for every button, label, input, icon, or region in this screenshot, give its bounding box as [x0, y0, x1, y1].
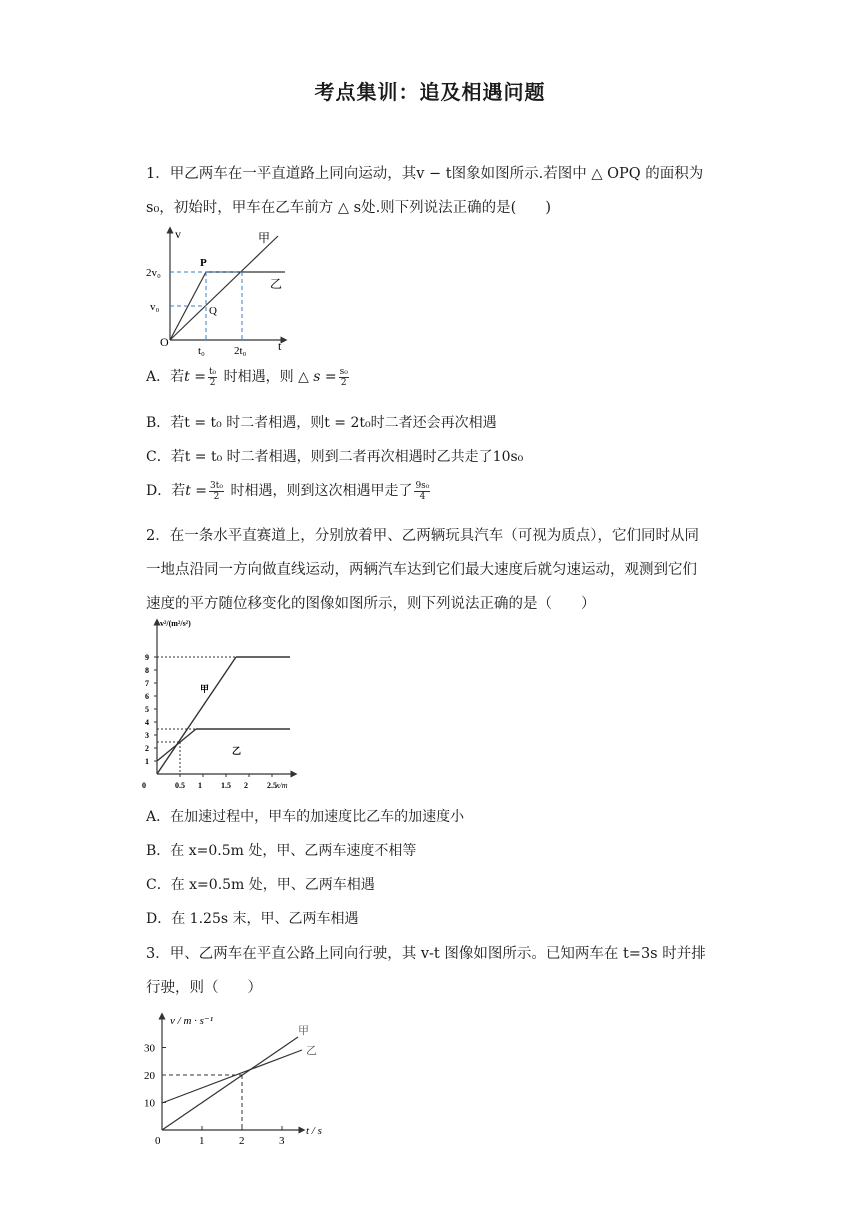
- q2-option-b[interactable]: B．在 x=0.5m 处，甲、乙两车速度不相等: [146, 843, 417, 859]
- q1-a-prefix: A．若: [146, 369, 185, 385]
- q2-option-c[interactable]: C．在 x=0.5m 处，甲、乙两车相遇: [146, 877, 375, 893]
- q3-stem-line2: 行驶，则（ ）: [146, 980, 262, 996]
- q1-jia-label: 甲: [258, 231, 271, 245]
- q1-option-a[interactable]: [146, 366, 351, 388]
- q2-line-yi-rise: [157, 729, 196, 761]
- q1-a-frac-s: $\frac{\text{s₀}}{2}$: [339, 366, 348, 388]
- q2-ytick-label: 4: [145, 718, 149, 727]
- q1-line-jia: [170, 236, 278, 340]
- q2-ytick-label: 9: [145, 653, 149, 662]
- q2-yi-label: 乙: [232, 746, 242, 756]
- q3-jia-label: 甲: [298, 1025, 309, 1037]
- q1-v-label: v: [175, 227, 181, 241]
- q1-d-frac-s: $\frac{\text{9s₀}}{4}$: [415, 480, 430, 502]
- q3-xtick-label: 3: [279, 1135, 285, 1147]
- q2-ytick-label: 7: [145, 679, 149, 688]
- q2-option-a[interactable]: A．在加速过程中，甲车的加速度比乙车的加速度小: [146, 809, 465, 825]
- q3-y-label: v / m · s⁻¹: [170, 1015, 214, 1027]
- q2-ytick-label: 2: [145, 744, 149, 753]
- q1-tick-2t0: 2t₀: [234, 345, 247, 357]
- q3-ytick-label: 30: [144, 1042, 155, 1055]
- q1-Q-label: Q: [209, 305, 217, 317]
- q2-xtick-label: 1.5: [221, 781, 231, 790]
- q2-stem-line1: 2．在一条水平直赛道上，分别放着甲、乙两辆玩具汽车（可视为质点），它们同时从同: [146, 528, 699, 544]
- q3-line-yi: [162, 1050, 302, 1103]
- q3-xtick-label: 1: [199, 1135, 205, 1147]
- q1-option-b[interactable]: B．若t = t₀ 时二者相遇，则t = 2t₀时二者还会再次相遇: [146, 415, 497, 431]
- q2-stem-line3: 速度的平方随位移变化的图像如图所示，则下列说法正确的是（ ）: [146, 596, 596, 612]
- q1-t-label: t: [278, 339, 282, 353]
- q1-yi-label: 乙: [270, 277, 283, 291]
- q1-tick-v0: v₀: [150, 301, 160, 313]
- q2-ytick-label: 5: [145, 705, 149, 714]
- q3-xtick-label: 2: [239, 1135, 245, 1147]
- q2-v2x-graph: [140, 616, 300, 798]
- q1-tick-2v0: 2v₀: [146, 267, 161, 279]
- q2-stem-line2: 一地点沿同一方向做直线运动，两辆汽车达到它们最大速度后就匀速运动，观测到它们: [146, 562, 697, 578]
- q1-option-c[interactable]: C．若t = t₀ 时二者相遇，则到二者再次相遇时乙共走了10s₀: [146, 449, 524, 465]
- q1-d-mid: 时相遇，则到这次相遇甲走了: [226, 483, 413, 499]
- q2-ytick-label: 8: [145, 666, 149, 675]
- q1-a-frac-t: $\frac{\text{t₀}}{2}$: [208, 366, 217, 388]
- q1-P-label: P: [200, 257, 207, 269]
- q2-xtick-label: 0.5: [175, 781, 185, 790]
- q1-stem-line1: 1．甲乙两车在一平直道路上同向运动，其v − t图象如图所示.若图中 △ OPQ 的面积为: [146, 166, 704, 182]
- q1-tick-t0: t₀: [198, 345, 205, 357]
- q2-xtick-label: 2.5: [267, 781, 277, 790]
- q2-ytick-label: 1: [145, 757, 149, 766]
- q3-xtick-label: 0: [155, 1135, 161, 1147]
- q2-x-label: x/m: [276, 781, 288, 790]
- q2-ytick-label: 6: [145, 692, 149, 701]
- q3-x-label: t / s: [306, 1125, 322, 1137]
- q1-origin-label: O: [160, 335, 169, 349]
- q1-vt-graph: [140, 222, 290, 357]
- q3-line-jia: [162, 1037, 298, 1130]
- q1-a-mid: 时相遇，则: [219, 369, 299, 385]
- q2-xtick-label: 1: [198, 781, 202, 790]
- q1-a-t: t =: [184, 369, 206, 385]
- q1-a-ds: △ s =: [298, 369, 337, 385]
- q2-ytick-label: 3: [145, 731, 149, 740]
- q1-d-frac-t: $\frac{\text{3t₀}}{2}$: [210, 480, 223, 502]
- q3-yi-label: 乙: [306, 1045, 317, 1057]
- q3-vt-graph: [140, 1010, 340, 1150]
- q3-ytick-label: 10: [144, 1097, 155, 1110]
- q3-stem-line1: 3．甲、乙两车在平直公路上同向行驶，其 v-t 图像如图所示。已知两车在 t=3s 时并排: [146, 946, 706, 962]
- q1-option-d[interactable]: [146, 480, 432, 502]
- q3-ytick-label: 20: [144, 1070, 155, 1082]
- q2-option-d[interactable]: D．在 1.25s 末，甲、乙两车相遇: [146, 911, 359, 927]
- q2-xtick-label: 0: [142, 781, 146, 790]
- page-title: 考点集训：追及相遇问题: [314, 80, 546, 104]
- q1-d-t: t =: [185, 483, 208, 499]
- q2-xtick-label: 2: [244, 781, 248, 790]
- q2-line-jia-rise: [157, 657, 236, 774]
- q1-d-prefix: D．若: [146, 483, 186, 499]
- q2-jia-label: 甲: [200, 684, 210, 694]
- q2-y-label: v²/(m²/s²): [160, 619, 191, 628]
- q1-stem-line2: s₀，初始时，甲车在乙车前方 △ s处.则下列说法正确的是( ): [146, 200, 551, 216]
